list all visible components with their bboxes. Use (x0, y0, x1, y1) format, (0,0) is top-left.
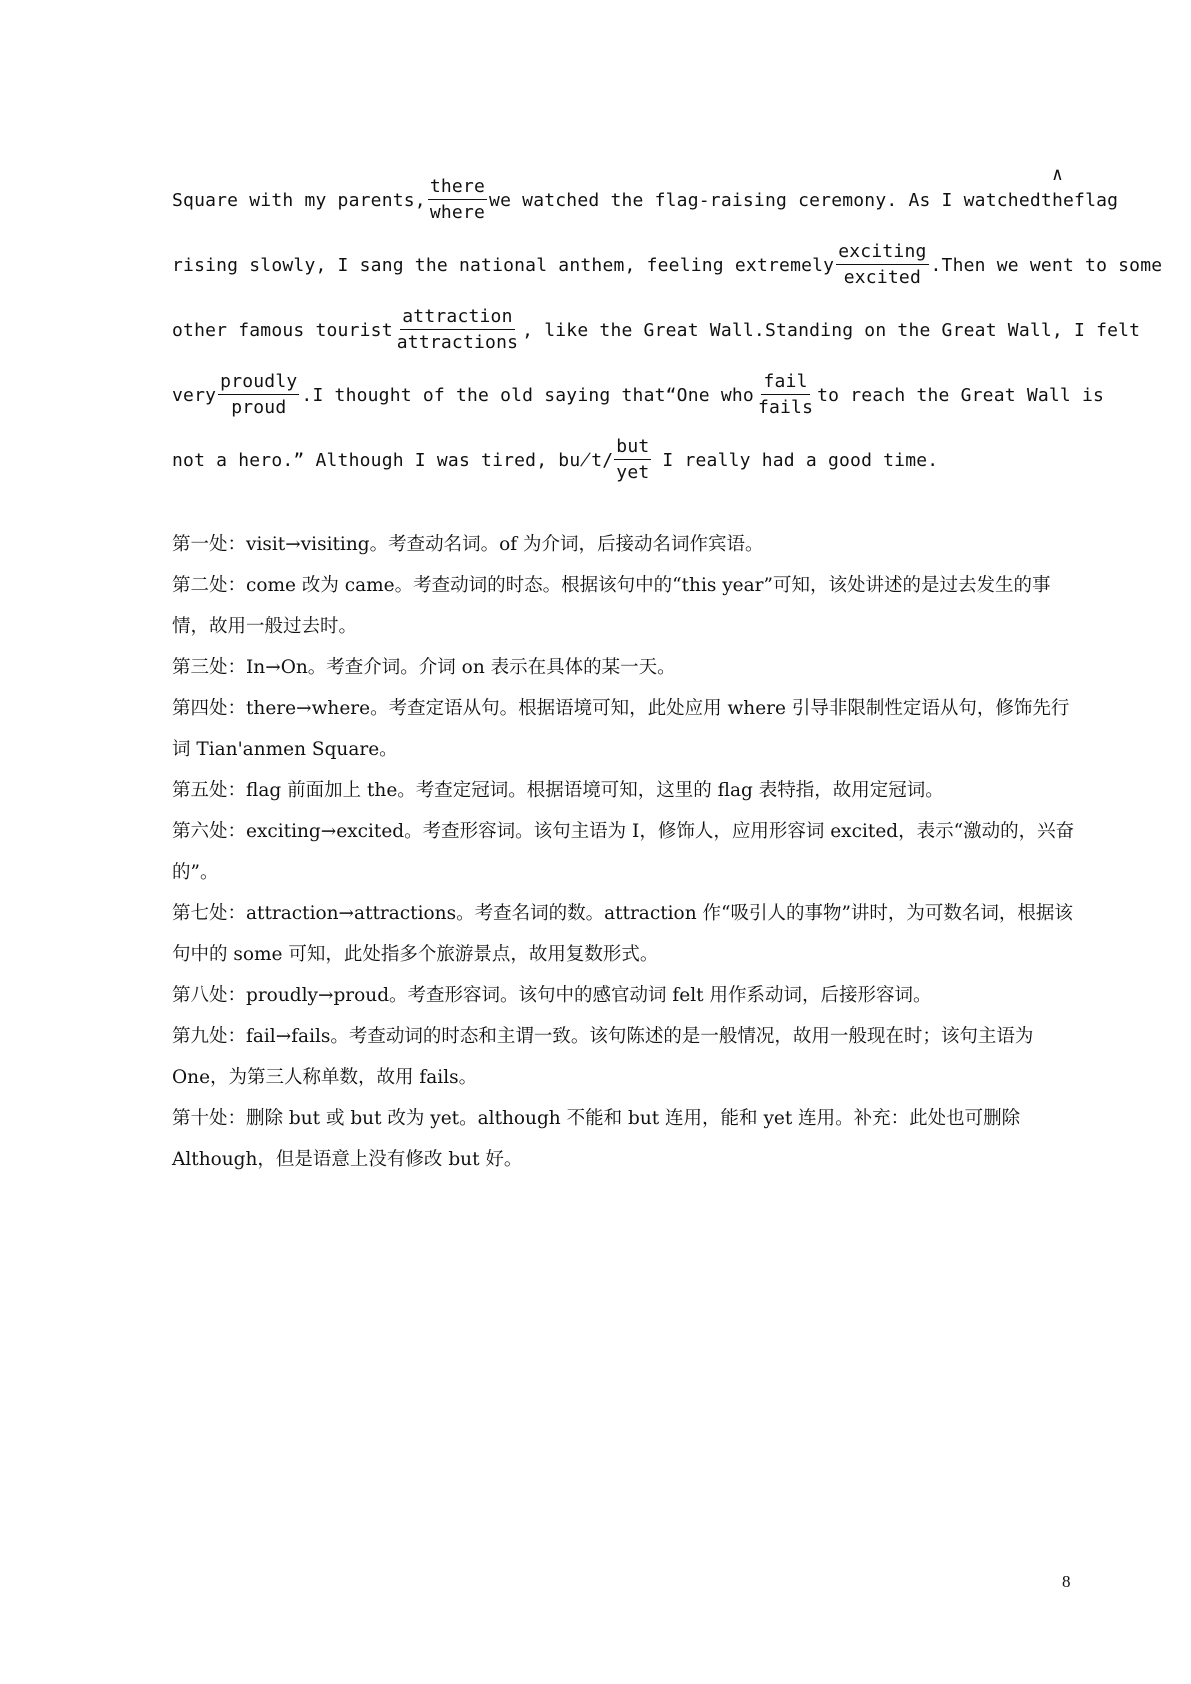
corrected-word: yet (616, 462, 650, 483)
corrected-word: attractions (396, 332, 519, 353)
corrected-word: proud (231, 397, 287, 418)
passage-text: , like the Great Wall.Standing on the Great Wall, I felt (522, 319, 1141, 341)
explanation-item: 第五处：flag 前面加上 the。考查定冠词。根据语境可知，这里的 flag 表特指，故用定冠词。 (172, 780, 944, 801)
passage-text: I really had a good time. (662, 449, 939, 471)
original-word: there (428, 178, 487, 200)
passage-line-3 (172, 302, 1141, 358)
answer-explanations (172, 524, 1086, 1180)
inserted-word-wrapper (1040, 163, 1075, 211)
passage-text: flag (1074, 189, 1119, 211)
page-number: 8 (1062, 1572, 1071, 1591)
original-word: proudly (218, 373, 299, 395)
passage-text: rising slowly, I sang the national anthem, feeling extremely (172, 254, 835, 276)
explanation-item: 第二处：come 改为 came。考查动词的时态。根据该句中的“this year”可知，该处讲述的是过去发生的事情，故用一般过去时。 (172, 575, 1051, 637)
explanation-item: 第四处：there→where。考查定语从句。根据语境可知，此处应用 where 引导非限制性定语从句，修饰先行词 Tian'anmen Square。 (172, 698, 1070, 760)
correction-fraction (395, 308, 520, 352)
explanation-item: 第六处：exciting→excited。考查形容词。该句主语为 I，修饰人，应用形容词 excited，表示“激动的，兴奋的”。 (172, 821, 1075, 883)
explanation-item: 第九处：fail→fails。考查动词的时态和主谓一致。该句陈述的是一般情况，故用一般现在时；该句主语为 One，为第三人称单数，故用 fails。 (172, 1026, 1034, 1088)
original-word: attraction (400, 308, 514, 330)
correction-fraction (836, 243, 928, 287)
passage-line-5 (172, 432, 939, 488)
passage-text: we watched the flag-raising ceremony. As I watched (489, 189, 1041, 211)
passage-text: very (172, 384, 217, 406)
passage-text: not a hero.” Although I was tired, bu̸t/ (172, 449, 614, 471)
original-word: fail (761, 373, 809, 395)
passage-line-2 (172, 237, 1163, 293)
passage-text: other famous tourist (172, 319, 393, 341)
passage-text: to reach the Great Wall is (817, 384, 1105, 406)
inserted-word: the (1040, 189, 1075, 211)
corrected-word: fails (757, 397, 814, 418)
corrected-word: excited (843, 267, 921, 288)
correction-fraction (614, 438, 651, 482)
explanation-item: 第十处：删除 but 或 but 改为 yet。although 不能和 but 连用，能和 yet 连用。补充：此处也可删除 Although，但是语意上没有修改 but 好。 (172, 1108, 1021, 1170)
corrected-word: where (429, 202, 486, 223)
passage-text: Square with my parents, (172, 189, 426, 211)
passage-text: .I thought of the old saying that“One who (301, 384, 754, 406)
passage-line-4 (172, 367, 1105, 423)
explanation-item: 第八处：proudly→proud。考查形容词。该句中的感官动词 felt 用作系动词，后接形容词。 (172, 985, 932, 1006)
original-word: exciting (836, 243, 928, 265)
passage-text: .Then we went to some (930, 254, 1163, 276)
insertion-caret-icon: ∧ (1051, 163, 1063, 185)
explanation-item: 第一处：visit→visiting。考查动名词。of 为介词，后接动名词作宾语。 (172, 534, 764, 555)
explanation-item: 第七处：attraction→attractions。考查名词的数。attraction 作“吸引人的事物”讲时，为可数名词，根据该句中的 some 可知，此处指多个旅游景点，故用复数形式。 (172, 903, 1073, 965)
correction-fraction (756, 373, 815, 417)
explanation-item: 第三处：In→On。考查介词。介词 on 表示在具体的某一天。 (172, 657, 676, 678)
correction-fraction (428, 178, 487, 222)
original-word: but (614, 438, 651, 460)
passage-line-1 (172, 163, 1119, 228)
correction-fraction (218, 373, 299, 417)
